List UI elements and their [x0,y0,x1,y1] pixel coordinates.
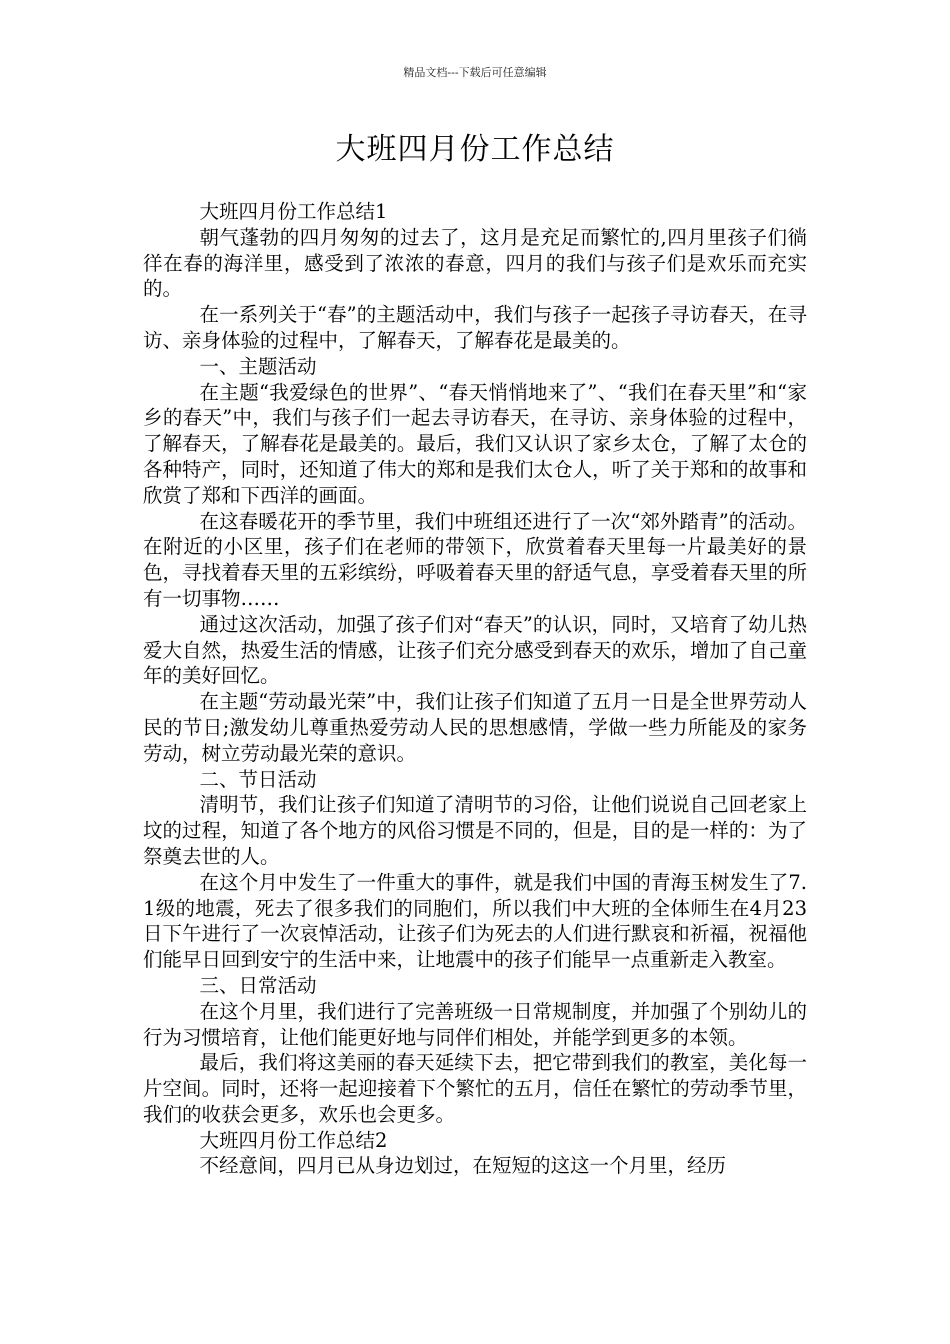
document-body [143,199,807,1179]
paragraph: 在主题“我爱绿色的世界”、“春天悄悄地来了”、“我们在春天里”和“家乡的春天”中，我们与孩子们一起去寻访春天，在寻访、亲身体验的过程中，了解春天，了解春花是最美的。最后，我们又认识了家乡太仓，了解了太仓的各种特产，同时，还知道了伟大的郑和是我们太仓人，听了关于郑和的故事和欣赏了郑和下西洋的画面。 [143,380,807,507]
paragraph: 在这个月中发生了一件重大的事件，就是我们中国的青海玉树发生了7.1级的地震，死去了很多我们的同胞们，所以我们中大班的全体师生在4月23日下午进行了一次哀悼活动，让孩子们为死去的人们进行默哀和祈福，祝福他们能早日回到安宁的生活中来，让地震中的孩子们能早一点重新走入教室。 [143,870,807,972]
paragraph: 在这春暖花开的季节里，我们中班组还进行了一次“郊外踏青”的活动。在附近的小区里，孩子们在老师的带领下，欣赏着春天里每一片最美好的景色，寻找着春天里的五彩缤纷，呼吸着春天里的舒适气息，享受着春天里的所有一切事物…… [143,509,807,610]
section-heading-theme-activities: 一、主题活动 [199,354,317,378]
paragraph: 清明节，我们让孩子们知道了清明节的习俗，让他们说说自己回老家上坟的过程，知道了各个地方的风俗习惯是不同的，但是，目的是一样的：为了祭奠去世的人。 [143,793,807,868]
paragraph: 朝气蓬勃的四月匆匆的过去了，这月是充足而繁忙的,四月里孩子们徜徉在春的海洋里，感受到了浓浓的春意，四月的我们与孩子们是欢乐而充实的。 [143,225,807,301]
paragraph: 在一系列关于“春”的主题活动中，我们与孩子一起孩子寻访春天，在寻访、亲身体验的过程中，了解春天，了解春花是最美的。 [143,303,807,352]
paragraph: 在这个月里，我们进行了完善班级一日常规制度，并加强了个别幼儿的行为习惯培育，让他们能更好地与同伴们相处，并能学到更多的本领。 [143,999,807,1049]
section-heading-summary-1: 大班四月份工作总结1 [199,200,388,223]
paragraph: 最后，我们将这美丽的春天延续下去，把它带到我们的教室，美化每一片空间。同时，还将一起迎接着下个繁忙的五月，信任在繁忙的劳动季节里，我们的收获会更多，欢乐也会更多。 [143,1051,807,1126]
paragraph: 通过这次活动，加强了孩子们对“春天”的认识，同时，又培育了幼儿热爱大自然，热爱生活的情感，让孩子们充分感受到春天的欢乐，增加了自己童年的美好回忆。 [143,612,807,688]
paragraph: 在主题“劳动最光荣”中，我们让孩子们知道了五月一日是全世界劳动人民的节日;激发幼儿尊重热爱劳动人民的思想感情，学做一些力所能及的家务劳动，树立劳动最光荣的意识。 [143,690,807,765]
section-heading-summary-2: 大班四月份工作总结2 [199,1128,388,1152]
page-header: 精品文档---下载后可任意编辑 [403,66,547,79]
paragraph: 不经意间，四月已从身边划过，在短短的这这一个月里，经历 [199,1154,727,1178]
section-heading-festival-activities: 二、节日活动 [199,767,317,791]
section-heading-daily-activities: 三、日常活动 [199,973,317,997]
document-title: 大班四月份工作总结 [335,132,615,167]
